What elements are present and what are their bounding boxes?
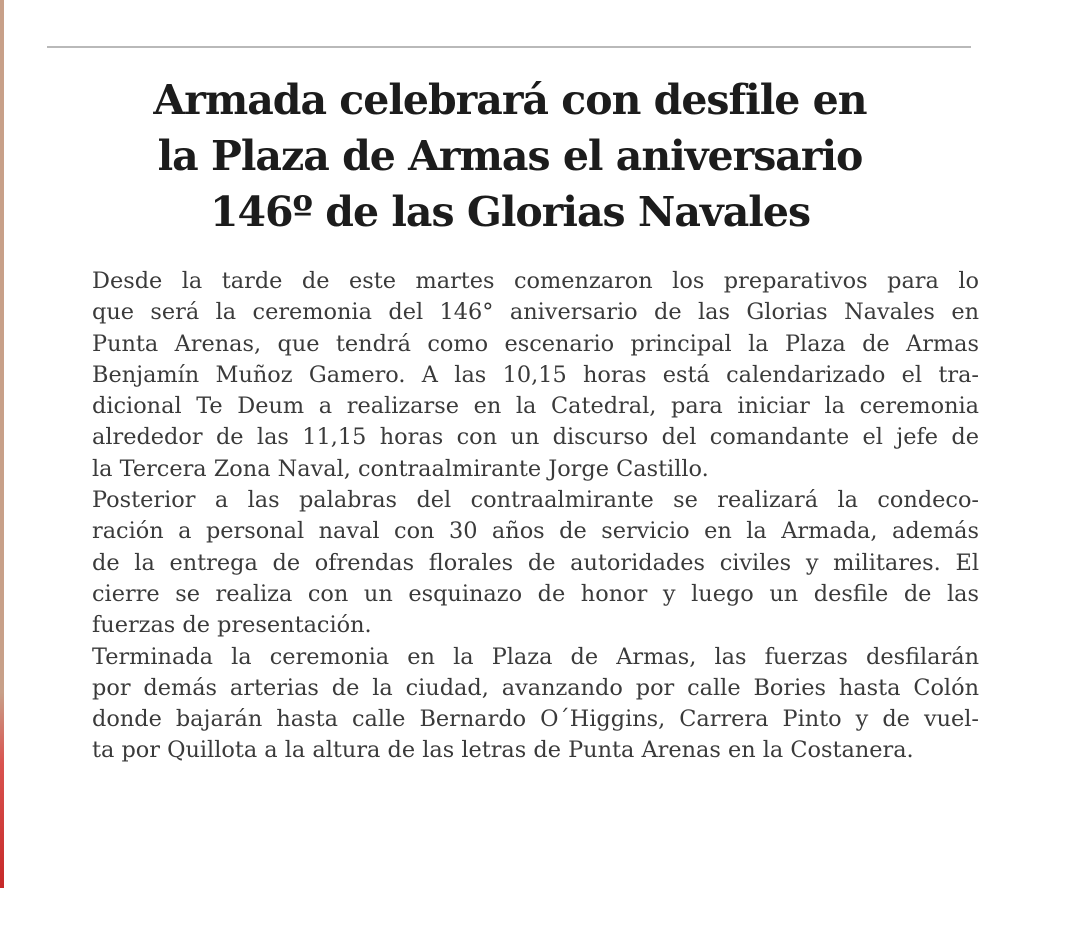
text-line: de la entrega de ofrendas florales de autoridades civiles y militares. El (92, 549, 979, 576)
text-line: por demás arterias de la ciudad, avanzando por calle Bories hasta Colón (92, 674, 979, 701)
article-paragraph (47, 266, 979, 485)
text-line: fuerzas de presentación. (92, 612, 372, 639)
text-line: ración a personal naval con 30 años de servicio en la Armada, además (92, 518, 979, 545)
article-paragraph (47, 485, 979, 641)
text-line: Desde la tarde de este martes comenzaron los preparativos para lo (92, 268, 979, 294)
page-edge-strip (0, 0, 4, 888)
text-line: Posterior a las palabras del contraalmirante se realizará la condeco- (92, 487, 979, 514)
text-line: la Tercera Zona Naval, contraalmirante Jorge Castillo. (92, 455, 709, 482)
article-body (47, 266, 979, 767)
text-line: cierre se realiza con un esquinazo de honor y luego un desfile de las (92, 580, 979, 607)
text-line: alrededor de las 11,15 horas con un discurso del comandante el jefe de (92, 424, 979, 451)
headline-line: 146º de las Glorias Navales (209, 188, 811, 236)
article-headline (60, 72, 960, 240)
text-line: Benjamín Muñoz Gamero. A las 10,15 horas está calendarizado el tra- (92, 361, 979, 388)
headline-line: Armada celebrará con desfile en (153, 76, 867, 124)
text-line: dicional Te Deum a realizarse en la Catedral, para iniciar la ceremonia (92, 393, 979, 420)
article-paragraph (47, 642, 979, 767)
headline-line: la Plaza de Armas el aniversario (157, 132, 863, 180)
text-line: que será la ceremonia del 146° aniversario de las Glorias Navales en (92, 299, 979, 326)
header-divider (47, 46, 971, 48)
text-line: Terminada la ceremonia en la Plaza de Armas, las fuerzas desfilarán (92, 643, 979, 670)
text-line: donde bajarán hasta calle Bernardo O´Higgins, Carrera Pinto y de vuel- (92, 706, 979, 733)
text-line: ta por Quillota a la altura de las letras de Punta Arenas en la Costanera. (92, 737, 914, 764)
text-line: Punta Arenas, que tendrá como escenario principal la Plaza de Armas (92, 330, 979, 357)
